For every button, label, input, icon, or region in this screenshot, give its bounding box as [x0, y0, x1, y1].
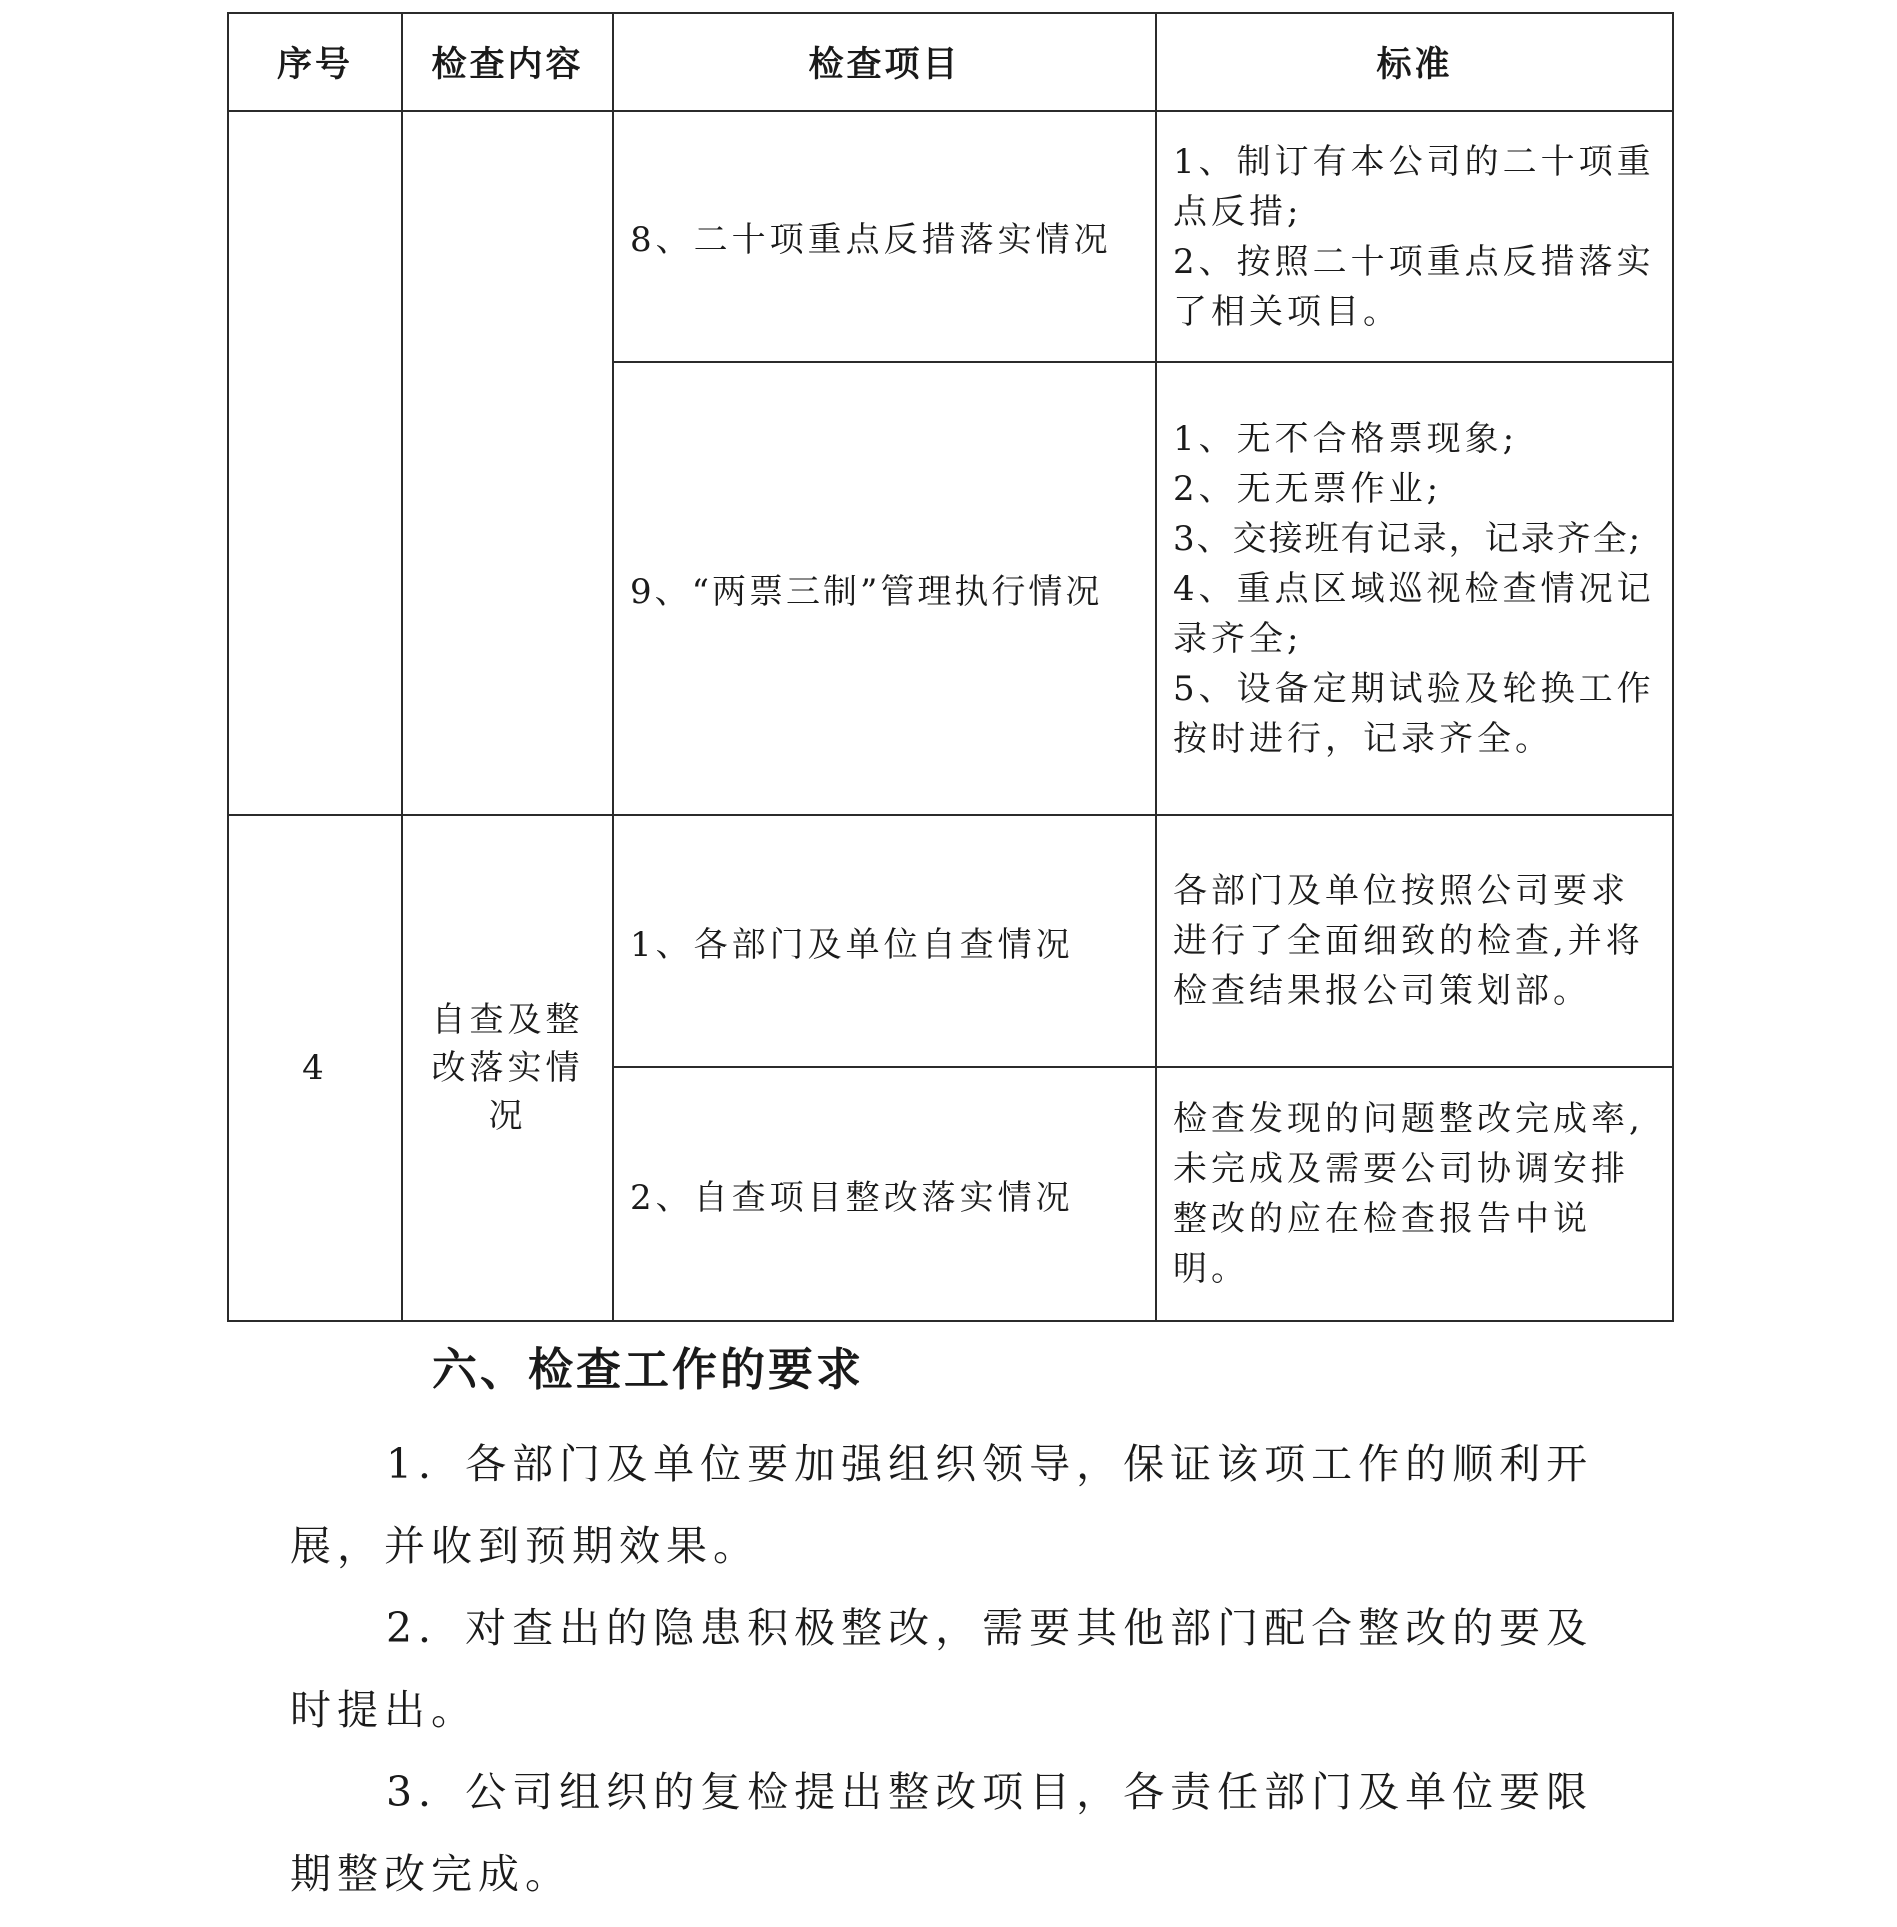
standard-line: 1、无不合格票现象;: [1173, 418, 1519, 459]
header-content: 检查内容: [402, 13, 613, 111]
inspection-table: [227, 12, 1674, 1322]
content-cell-empty: [402, 111, 613, 815]
table-row: [228, 111, 1673, 362]
item-cell: 2、自查项目整改落实情况: [613, 1067, 1156, 1321]
standard-line: 2、无无票作业;: [1173, 468, 1443, 509]
requirement-paragraph-3: 3．公司组织的复检提出整改项目，各责任部门及单位要限期整改完成。: [290, 1768, 1594, 1898]
standard-cell: [1156, 362, 1673, 815]
header-seq: 序号: [228, 13, 402, 111]
section-heading: 六、检查工作的要求: [432, 1343, 865, 1396]
table-row: [228, 815, 1673, 1067]
header-item: 检查项目: [613, 13, 1156, 111]
item-cell: 8、二十项重点反措落实情况: [613, 111, 1156, 362]
standard-cell: [1156, 111, 1673, 362]
requirement-paragraph-2: 2．对查出的隐患积极整改，需要其他部门配合整改的要及时提出。: [290, 1604, 1594, 1734]
standard-line: 5、设备定期试验及轮换工作按时进行，记录齐全。: [1173, 668, 1655, 759]
standard-cell: [1156, 815, 1673, 1067]
item-cell: 9、“两票三制”管理执行情况: [613, 362, 1156, 815]
requirement-paragraph-1: 1．各部门及单位要加强组织领导，保证该项工作的顺利开展，并收到预期效果。: [290, 1440, 1594, 1570]
standard-line: 3、交接班有记录，记录齐全;: [1173, 518, 1643, 559]
header-standard: 标准: [1156, 13, 1673, 111]
standard-line: 1、制订有本公司的二十项重点反措;: [1173, 141, 1655, 232]
standard-line: 4、重点区域巡视检查情况记录齐全;: [1173, 568, 1655, 659]
standard-line: 检查发现的问题整改完成率,未完成及需要公司协调安排整改的应在检查报告中说明。: [1173, 1099, 1644, 1289]
table-header-row: [228, 13, 1673, 111]
standard-cell: [1156, 1067, 1673, 1321]
standard-line: 各部门及单位按照公司要求进行了全面细致的检查,并将检查结果报公司策划部。: [1173, 871, 1644, 1011]
content-cell: 自查及整改落实情况: [402, 815, 613, 1321]
standard-line: 2、按照二十项重点反措落实了相关项目。: [1173, 241, 1655, 332]
item-cell: 1、各部门及单位自查情况: [613, 815, 1156, 1067]
seq-cell: 4: [228, 815, 402, 1321]
seq-cell-empty: [228, 111, 402, 815]
